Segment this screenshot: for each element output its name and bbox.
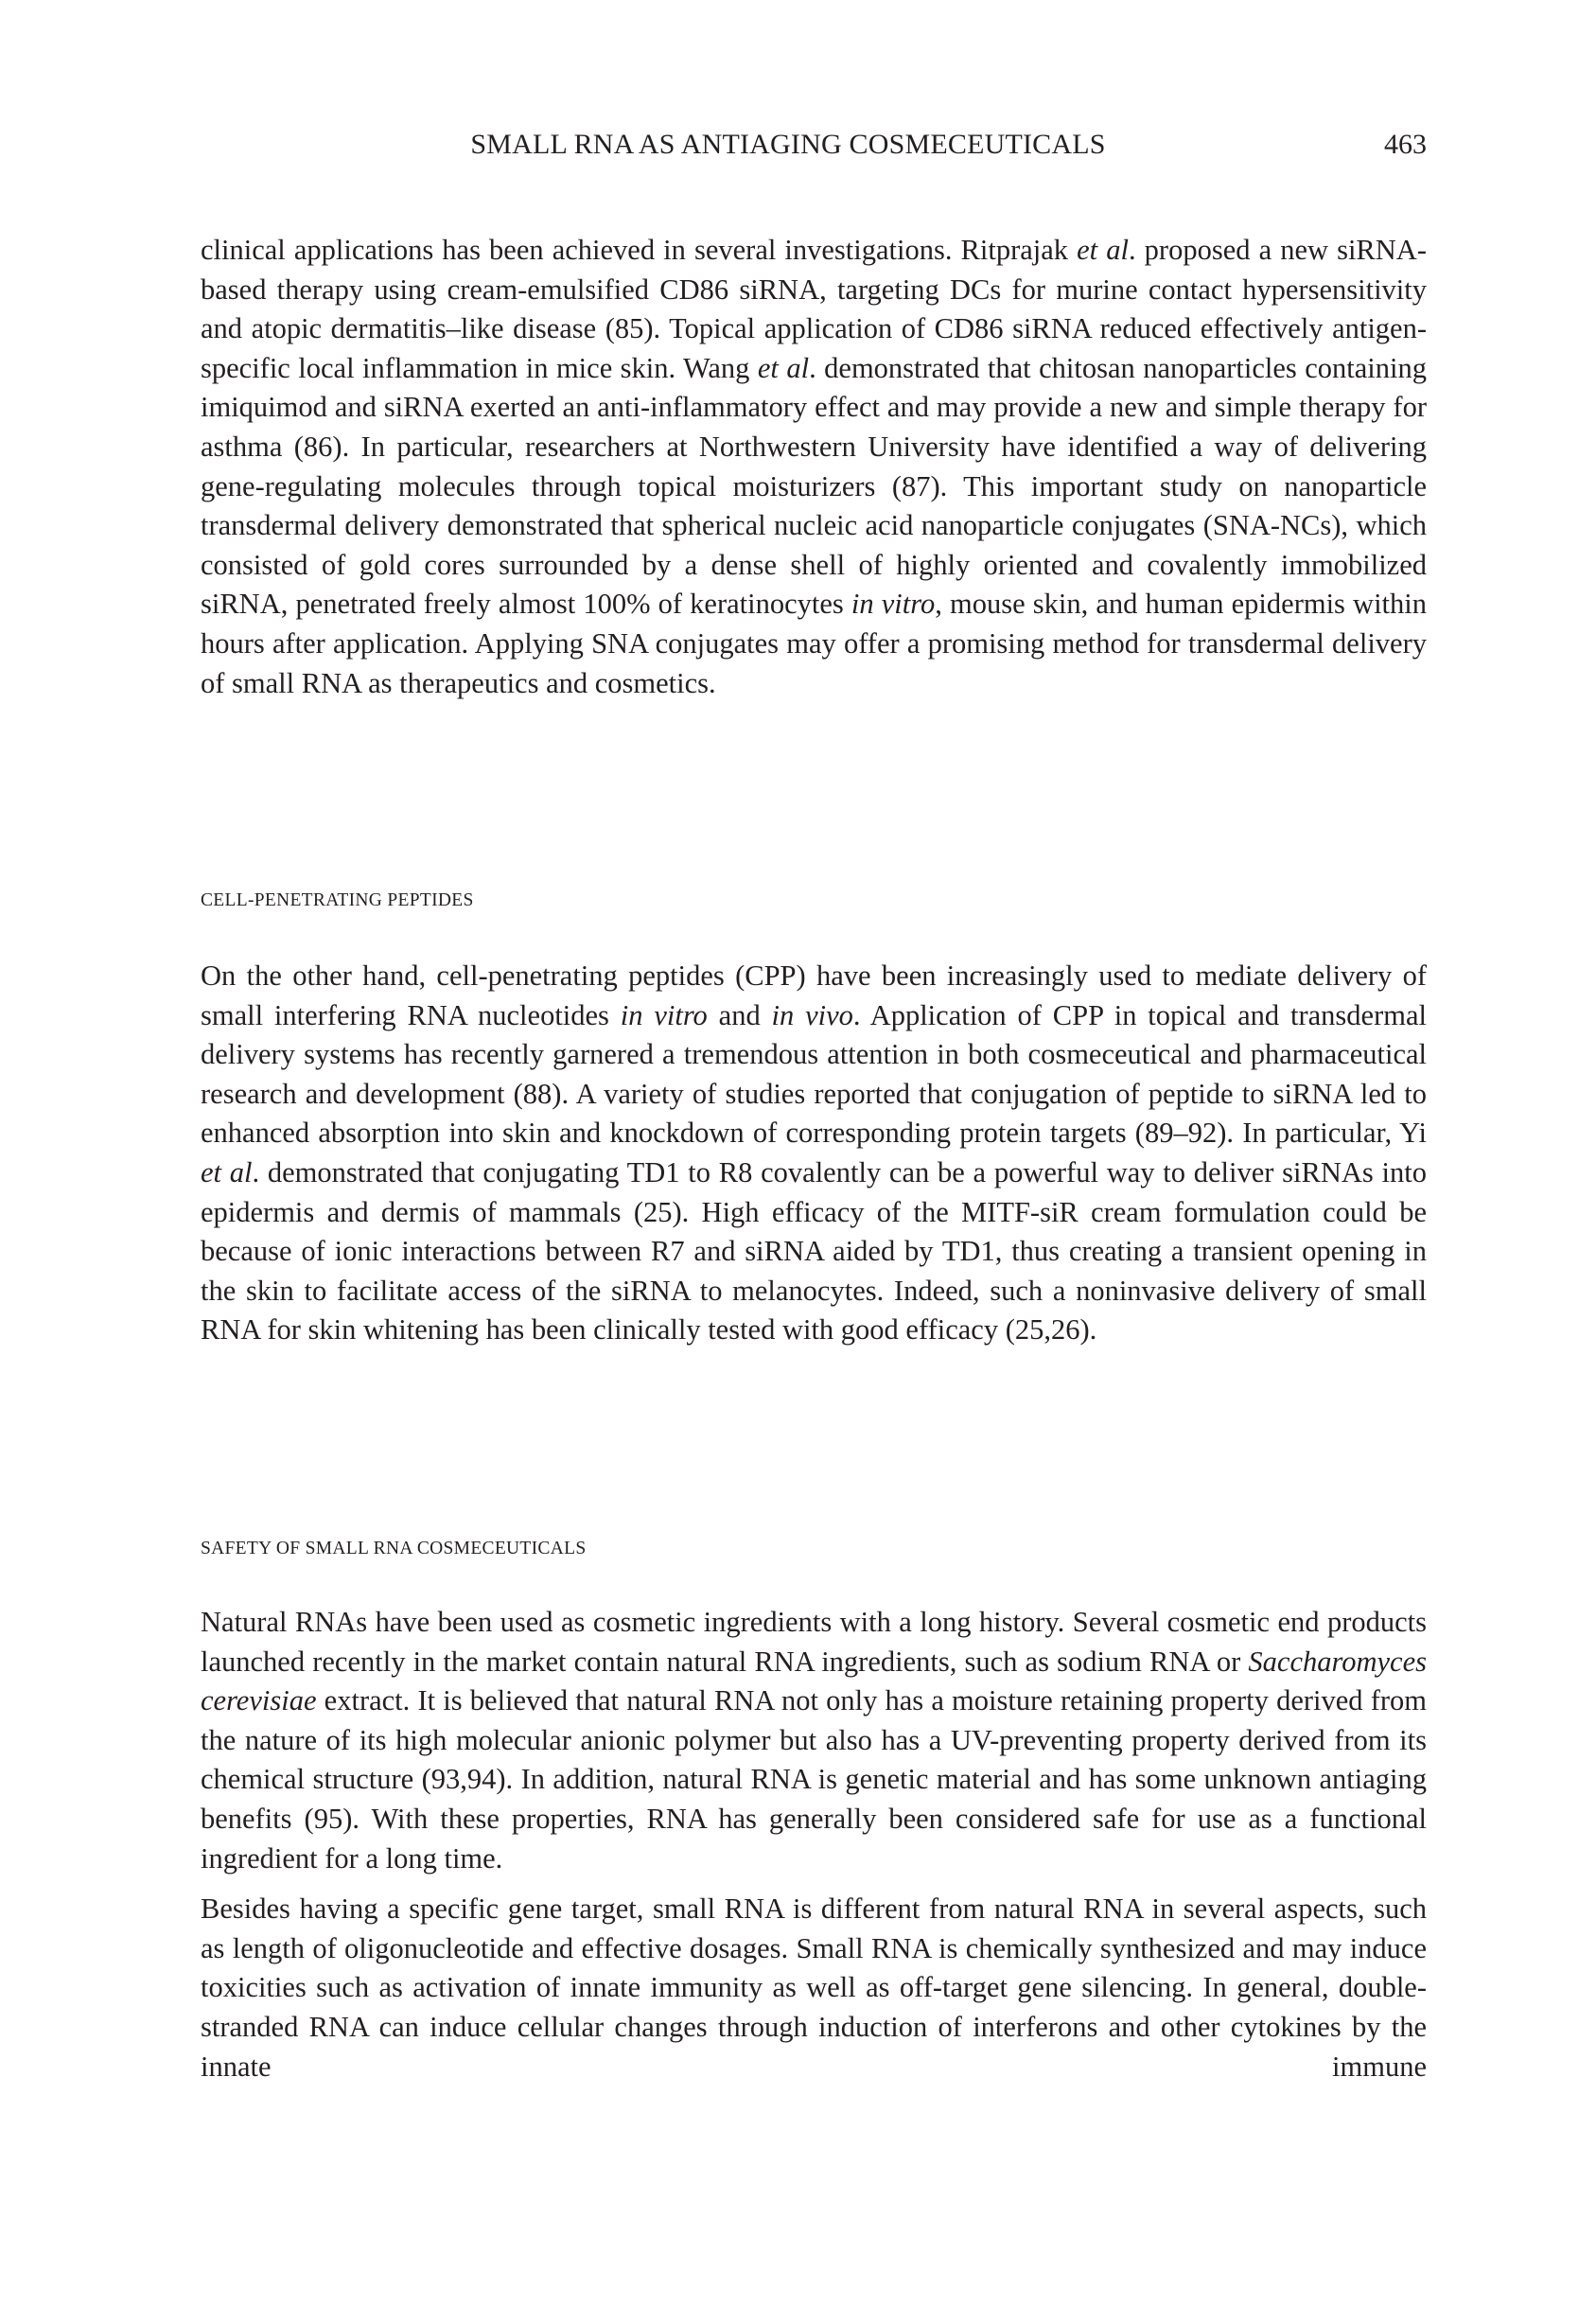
intro-block	[201, 231, 1427, 703]
text-run: . demonstrated that chitosan nanoparticles containing imiquimod and siRNA exerted an anti-inflammatory effect and may provide a new and simple therapy for asthma (86). In particular, researchers at Northwestern University have identified a way of delivering gene-regulating molecules through topical moisturizers (87). This important study on nanoparticle transdermal delivery demonstrated that spherical nucleic acid nanoparticle conjugates (SNA-NCs), which consisted of gold cores surrounded by a dense shell of highly oriented and covalently immobilized siRNA, penetrated freely almost 100% of keratinocytes	[201, 351, 1427, 621]
italic-run: in vitro	[851, 588, 936, 621]
text-run: and	[707, 998, 772, 1031]
section-body-cpp	[201, 957, 1427, 1350]
section-heading-block	[201, 889, 1427, 912]
italic-run: et al	[757, 351, 810, 384]
section-heading-safety: SAFETY OF SMALL RNA COSMECEUTICALS	[201, 1539, 587, 1558]
italic-run: Saccharomyces cerevisiae	[201, 1645, 1427, 1717]
section-heading-cell-penetrating-peptides: CELL-PENETRATING PEPTIDES	[201, 890, 474, 910]
text-run: extract. It is believed that natural RNA not only has a moisture retaining property derived from the nature of its high molecular anionic polymer but also has a UV-preventing property derived from its chemical structure (93,94). In addition, natural RNA is genetic material and has some unknown antiaging benefits (95). With these properties, RNA has generally been considered safe for use as a functional ingredient for a long time.	[201, 1684, 1427, 1875]
italic-run: in vitro	[620, 998, 708, 1031]
italic-run: et al	[1077, 234, 1129, 266]
italic-run: et al	[201, 1155, 253, 1188]
body-paragraph	[201, 957, 1427, 1350]
text-run: . demonstrated that conjugating TD1 to R8 covalently can be a powerful way to deliver siRNAs into epidermis and dermis of mammals (25). High efficacy of the MITF-siR cream formulation could be because of ionic interactions between R7 and siRNA aided by TD1, thus creating a transient opening in the skin to facilitate access of the siRNA to melanocytes. Indeed, such a noninvasive delivery of small RNA for skin whitening has been clinically tested with good efficacy (25,26).	[201, 1155, 1427, 1347]
text-run: On the other hand, cell-penetrating peptides (CPP) have been increasingly used to mediate delivery of small interfering RNA nucleotides	[201, 959, 1427, 1031]
section-body-safety	[201, 1603, 1427, 2086]
text-run: , mouse skin, and human epidermis within hours after application. Applying SNA conjugates may offer a promising method for transdermal delivery of small RNA as therapeutics and cosmetics.	[201, 588, 1427, 699]
running-head	[201, 129, 1427, 170]
text-run: Besides having a specific gene target, small RNA is different from natural RNA in several aspects, such as length of oligonucleotide and effective dosages. Small RNA is chemically synthesized and may induce toxicities such as activation of innate immunity as well as off-target gene silencing. In general, double-stranded RNA can induce cellular changes through induction of interferons and other cytokines by the innate immune	[201, 1892, 1427, 2083]
body-paragraph	[201, 1890, 1427, 2086]
body-paragraph	[201, 1603, 1427, 1878]
section-heading-block	[201, 1538, 1427, 1560]
page-number: 463	[1384, 129, 1427, 160]
italic-run: in vivo	[771, 998, 853, 1031]
body-paragraph	[201, 231, 1427, 703]
text-run: clinical applications has been achieved in several investigations. Ritprajak	[201, 234, 1078, 266]
text-run: . Application of CPP in topical and transdermal delivery systems has recently garnered a tremendous attention in both cosmeceutical and pharmaceutical research and development (88). A variety of studies reported that conjugation of peptide to siRNA led to enhanced absorption into skin and knockdown of corresponding protein targets (89–92). In particular, Yi	[201, 998, 1427, 1150]
running-title-text: SMALL RNA AS ANTIAGING COSMECEUTICALS	[470, 129, 1106, 160]
text-run: . proposed a new siRNA-based therapy using cream-emulsified CD86 siRNA, targeting DCs for murine contact hypersensitivity and atopic dermatitis–like disease (85). Topical application of CD86 siRNA reduced effectively antigen-specific local inflammation in mice skin. Wang	[201, 234, 1427, 384]
text-run: Natural RNAs have been used as cosmetic ingredients with a long history. Several cosmetic end products launched recently in the market contain natural RNA ingredients, such as sodium RNA or	[201, 1606, 1427, 1678]
running-title	[201, 129, 1427, 161]
